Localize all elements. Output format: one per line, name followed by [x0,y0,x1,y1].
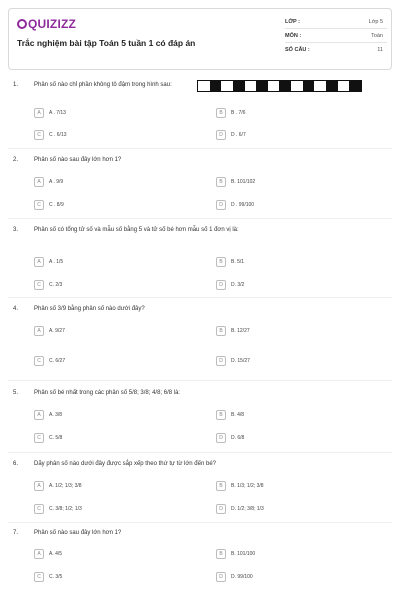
option-letter-badge: C [34,504,44,514]
quiz-header [8,8,392,70]
option-letter-badge: D [216,433,226,443]
option-text: A . 9/9 [49,179,64,185]
option-letter-badge: B [216,108,226,118]
option-letter-badge: C [34,572,44,582]
meta-key: LỚP : [285,19,300,25]
option-letter-badge: A [34,410,44,420]
option-letter-badge: D [216,130,226,140]
option-text: B. 5/1 [231,259,245,265]
option-text: B. 101/102 [231,179,256,185]
option-text: A. 9/27 [49,328,65,334]
meta-key: SỐ CÂU : [285,47,310,53]
option-letter-badge: B [216,481,226,491]
option-text: B. 101/100 [231,551,256,557]
question-number: 2. [13,157,19,163]
question-text: Dãy phân số nào dưới đây được sắp xếp theo thứ tự từ lớn đến bé? [34,461,216,467]
option-text: D. 99/100 [231,574,253,580]
option-letter-badge: C [34,433,44,443]
option-text: D. 1/2; 3/8; 1/3 [231,506,264,512]
option-letter-badge: D [216,572,226,582]
meta-value: 11 [377,47,383,53]
option-letter-badge: B [216,177,226,187]
option-text: B. 1/3; 1/2; 3/8 [231,483,264,489]
option-letter-badge: A [34,177,44,187]
option-text: A . 1/5 [49,259,64,265]
option-text: A. 3/8 [49,412,63,418]
option-text: A. 4/5 [49,551,63,557]
quiz-title: Trắc nghiệm bài tập Toán 5 tuần 1 có đáp án [17,38,196,48]
quiz-meta [285,15,387,57]
option-text: D . 99/100 [231,202,255,208]
option-letter-badge: A [34,257,44,267]
option-letter-badge: C [34,280,44,290]
shaded-strip-figure [197,80,362,92]
divider [8,148,392,149]
divider [8,297,392,298]
meta-row-count [285,43,387,57]
divider [8,380,392,381]
option-text: D . 6/7 [231,132,246,138]
meta-value: Toán [371,33,383,39]
meta-value: Lớp 5 [368,19,383,25]
option-letter-badge: A [34,108,44,118]
question-text: Phân số nào chỉ phần không tô đậm trong hình sau: [34,82,172,88]
logo-ring-icon [17,19,27,29]
option-text: C . 8/9 [49,202,64,208]
question-number: 7. [13,530,19,536]
option-letter-badge: A [34,549,44,559]
option-letter-badge: D [216,356,226,366]
option-letter-badge: D [216,504,226,514]
meta-row-grade [285,15,387,29]
logo-text: QUIZIZZ [28,17,77,31]
option-letter-badge: D [216,200,226,210]
option-letter-badge: C [34,200,44,210]
meta-row-subject [285,29,387,43]
option-text: C. 3/8; 1/2; 1/3 [49,506,82,512]
option-text: B. 12/27 [231,328,250,334]
meta-key: MÔN : [285,33,302,39]
option-letter-badge: B [216,257,226,267]
option-letter-badge: B [216,410,226,420]
option-text: B . 7/6 [231,110,246,116]
question-text: Phân số nào sau đây lớn hơn 1? [34,157,122,163]
option-text: A. 1/2; 1/3; 3/8 [49,483,82,489]
question-text: Phân số 3/9 bằng phân số nào dưới đây? [34,306,145,312]
option-letter-badge: C [34,356,44,366]
quizizz-logo [17,17,76,31]
question-number: 3. [13,227,19,233]
question-text: Phân số bé nhất trong các phân số 5/8; 3/8; 4/8; 6/8 là: [34,390,181,396]
option-text: A . 7/13 [49,110,66,116]
option-letter-badge: D [216,280,226,290]
option-text: C. 5/8 [49,435,63,441]
question-number: 5. [13,390,19,396]
option-text: C. 3/5 [49,574,63,580]
option-text: C. 6/27 [49,358,66,364]
question-number: 1. [13,82,19,88]
option-letter-badge: B [216,549,226,559]
divider [8,218,392,219]
option-letter-badge: C [34,130,44,140]
option-letter-badge: B [216,326,226,336]
option-text: B. 4/8 [231,412,245,418]
option-text: C. 2/3 [49,282,63,288]
option-text: D. 6/8 [231,435,245,441]
question-number: 6. [13,461,19,467]
question-text: Phân số có tổng tử số và mẫu số bằng 5 và tử số bé hơn mẫu số 1 đơn vị là: [34,227,239,233]
option-letter-badge: A [34,481,44,491]
option-text: D. 3/2 [231,282,245,288]
divider [8,522,392,523]
divider [8,452,392,453]
question-text: Phân số nào sau đây lớn hơn 1? [34,530,122,536]
option-text: D. 15/27 [231,358,250,364]
option-text: C . 6/13 [49,132,67,138]
option-letter-badge: A [34,326,44,336]
question-number: 4. [13,306,19,312]
